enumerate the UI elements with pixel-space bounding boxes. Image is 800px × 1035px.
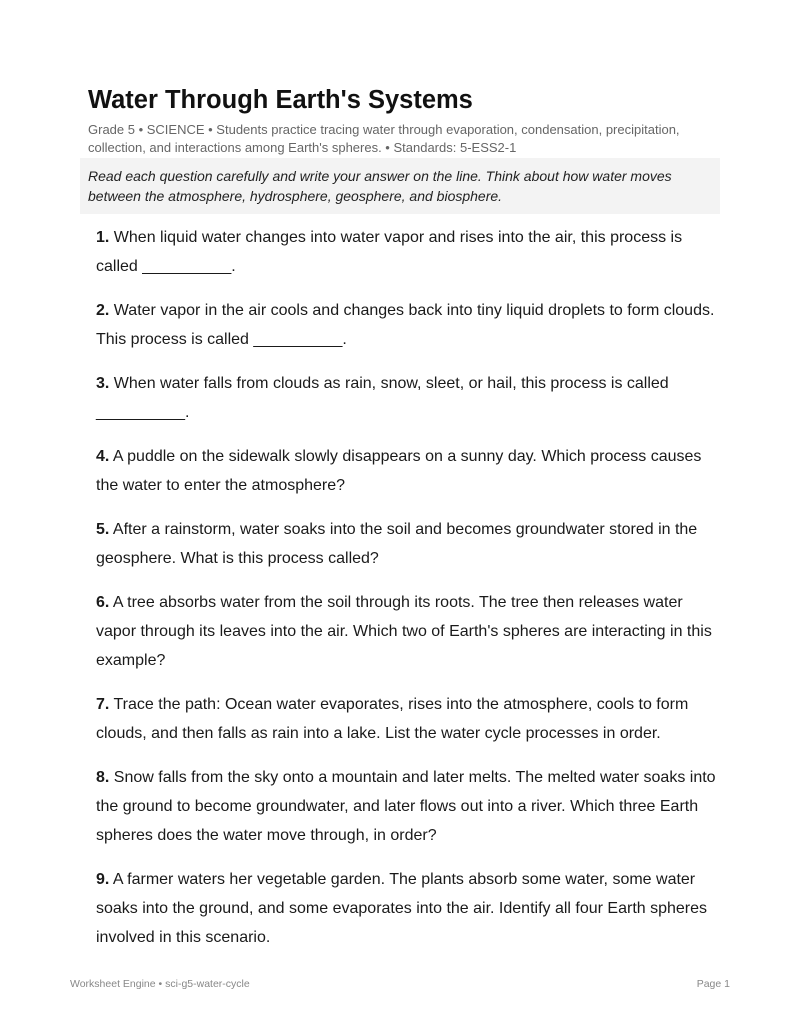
question-9	[96, 865, 716, 952]
question-text: When water falls from clouds as rain, snow, sleet, or hail, this process is called __________.	[96, 375, 669, 421]
question-6	[96, 588, 716, 675]
footer-source: Worksheet Engine • sci-g5-water-cycle	[70, 978, 250, 990]
question-8	[96, 763, 716, 850]
question-number: 8.	[96, 769, 110, 786]
question-text: Trace the path: Ocean water evaporates, rises into the atmosphere, cools to form clouds, and then falls as rain into a lake. List the water cycle processes in order.	[96, 696, 689, 742]
question-number: 9.	[96, 871, 110, 888]
instructions-box: Read each question carefully and write your answer on the line. Think about how water moves between the atmosphere, hydrosphere, geosphere, and biosphere.	[80, 158, 720, 214]
question-list	[96, 223, 716, 967]
question-number: 6.	[96, 594, 110, 611]
question-4	[96, 442, 716, 500]
question-7	[96, 690, 716, 748]
question-number: 5.	[96, 521, 110, 538]
worksheet-header	[88, 84, 720, 157]
question-2	[96, 296, 716, 354]
question-text: A tree absorbs water from the soil through its roots. The tree then releases water vapor through its leaves into the air. Which two of Earth's spheres are interacting in this example?	[96, 594, 712, 669]
question-text: After a rainstorm, water soaks into the soil and becomes groundwater stored in the geosphere. What is this process called?	[96, 521, 698, 567]
question-number: 1.	[96, 229, 110, 246]
question-text: Water vapor in the air cools and changes back into tiny liquid droplets to form clouds. This process is called __________.	[96, 302, 715, 348]
page-number: Page 1	[696, 978, 730, 990]
question-number: 2.	[96, 302, 110, 319]
worksheet-title: Water Through Earth's Systems	[88, 86, 473, 114]
question-number: 7.	[96, 696, 110, 713]
question-5	[96, 515, 716, 573]
question-text: A farmer waters her vegetable garden. The plants absorb some water, some water soaks into the ground, and some evaporates into the air. Identify all four Earth spheres involved in this scenario.	[96, 871, 708, 946]
question-text: When liquid water changes into water vapor and rises into the air, this process is called __________.	[96, 229, 683, 275]
worksheet-subtitle: Grade 5 • SCIENCE • Students practice tracing water through evaporation, condensation, precipitation, collection, and interactions among Earth's spheres. • Standards: 5-ESS2-1	[88, 122, 680, 155]
question-text: Snow falls from the sky onto a mountain and later melts. The melted water soaks into the ground to become groundwater, and later flows out into a river. Which three Earth spheres does the water move through, in order?	[96, 769, 716, 844]
question-number: 3.	[96, 375, 110, 392]
question-1	[96, 223, 716, 281]
question-number: 4.	[96, 448, 110, 465]
question-text: A puddle on the sidewalk slowly disappears on a sunny day. Which process causes the water to enter the atmosphere?	[96, 448, 702, 494]
question-3	[96, 369, 716, 427]
